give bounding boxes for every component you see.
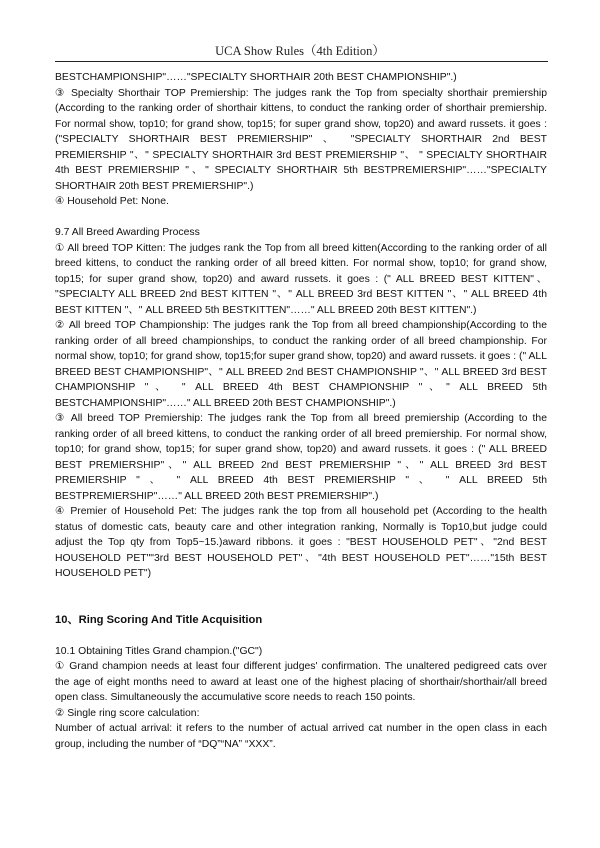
spacer bbox=[55, 628, 547, 644]
subsection-heading-all-breed: 9.7 All Breed Awarding Process bbox=[55, 227, 200, 238]
paragraph-household-pet-none: ④ Household Pet: None. bbox=[55, 196, 169, 207]
document-body bbox=[55, 70, 547, 752]
paragraph-all-breed-premiership: ③ All breed TOP Premiership: The judges rank the Top from all breed premiership (According to the ranking order of all breed kittens, to conduct the ranking order of all breed premiership. For normal show, top10; for grand show, top15; for super grand show, top20) and award russets. it goes : (" ALL BREED BEST PREMIERSHIP"、" ALL BREED 2nd BEST PREMIERSHIP "、" ALL BREED 3rd BEST PREMIERSHIP " 、 " ALL BREED 4th BEST PREMIERSHIP " 、 " ALL BREED 5th BESTPREMIERSHIP"……" ALL BREED 20th BEST PREMIERSHIP".) bbox=[55, 413, 547, 502]
subsection-heading-gc: 10.1 Obtaining Titles Grand champion.("GC") bbox=[55, 645, 263, 657]
section-heading: 10、Ring Scoring And Title Acquisition bbox=[55, 613, 263, 626]
paragraph-specialty-shorthair-premiership: ③ Specialty Shorthair TOP Premiership: The judges rank the Top from specialty shorthair premiership (According to the ranking order of shorthair kittens, to conduct the ranking order of shorthair premiership. For normal show, top10; for grand show, top15; for super grand show, top20) and award russets. it goes : ("SPECIALTY SHORTHAIR BEST PREMIERSHIP" 、 "SPECIALTY SHORTHAIR 2nd BEST PREMIERSHIP "、" SPECIALTY SHORTHAIR 3rd BEST PREMIERSHIP "、 " SPECIALTY SHORTHAIR 4th BEST PREMIERSHIP "、" SPECIALTY SHORTHAIR 5th BESTPREMIERSHIP"……"SPECIALTY SHORTHAIR 20th BEST PREMIERSHIP".) bbox=[55, 87, 547, 192]
paragraph-household-pet-premier: ④ Premier of Household Pet: The judges rank the top from all household pet (According to the health status of domestic cats, beauty care and other integration ranking, Normally is Top10,but judge could adjust the Top qty from Top5~15.)award ribbons. it goes : "BEST HOUSEHOLD PET"、"2nd BEST HOUSEHOLD PET""3rd BEST HOUSEHOLD PET"、"4th BEST HOUSEHOLD PET"……"15th BEST HOUSEHOLD PET") bbox=[55, 506, 547, 579]
paragraph-actual-arrival: Number of actual arrival: it refers to the number of actual arrived cat number in the open class in each group, including the number of “DQ”“NA” “XXX”. bbox=[55, 723, 547, 750]
paragraph-single-ring: ② Single ring score calculation: bbox=[55, 707, 200, 719]
spacer bbox=[55, 582, 547, 613]
paragraph-specialty-shorthair-championship-end: BESTCHAMPIONSHIP"……"SPECIALTY SHORTHAIR 20th BEST CHAMPIONSHIP".) bbox=[55, 72, 457, 83]
header-divider bbox=[55, 61, 548, 62]
spacer bbox=[55, 210, 547, 226]
paragraph-grand-champion: ① Grand champion needs at least four different judges' confirmation. The unaltered pedigreed cats over the age of eight months need to award at least one of the highest placing of shorthair/shorthair/all breed open class. Simultaneously the accumulative score needs to reach 150 points. bbox=[55, 661, 547, 703]
paragraph-all-breed-kitten: ① All breed TOP Kitten: The judges rank the Top from all breed kitten(According to the ranking order of all breed kittens, to conduct the ranking order of all breed kitten. For normal show, top10; for grand show, top15; for super grand show, top20) and award russets. it goes : (" ALL BREED BEST KITTEN"、 "SPECIALTY ALL BREED 2nd BEST KITTEN "、" ALL BREED 3rd BEST KITTEN "、" ALL BREED 4th BEST KITTEN "、" ALL BREED 5th BESTKITTEN"……" ALL BREED 20th BEST KITTEN".) bbox=[55, 242, 547, 316]
paragraph-all-breed-championship: ② All breed TOP Championship: The judges rank the Top from all breed championship(According to the ranking order of all breed championships, to conduct the ranking order of all breed championship. For normal show, top10; for grand show, top15;for super grand show, top20) and award russets. it goes : (" ALL BREED BEST CHAMPIONSHIP"、" ALL BREED 2nd BEST CHAMPIONSHIP "、" ALL BREED 3rd BEST CHAMPIONSHIP "、 " ALL BREED 4th BEST CHAMPIONSHIP "、" ALL BREED 5th BESTCHAMPIONSHIP"……" ALL BREED 20th BEST CHAMPIONSHIP".) bbox=[55, 320, 547, 409]
running-header: UCA Show Rules（4th Edition） bbox=[215, 44, 385, 58]
